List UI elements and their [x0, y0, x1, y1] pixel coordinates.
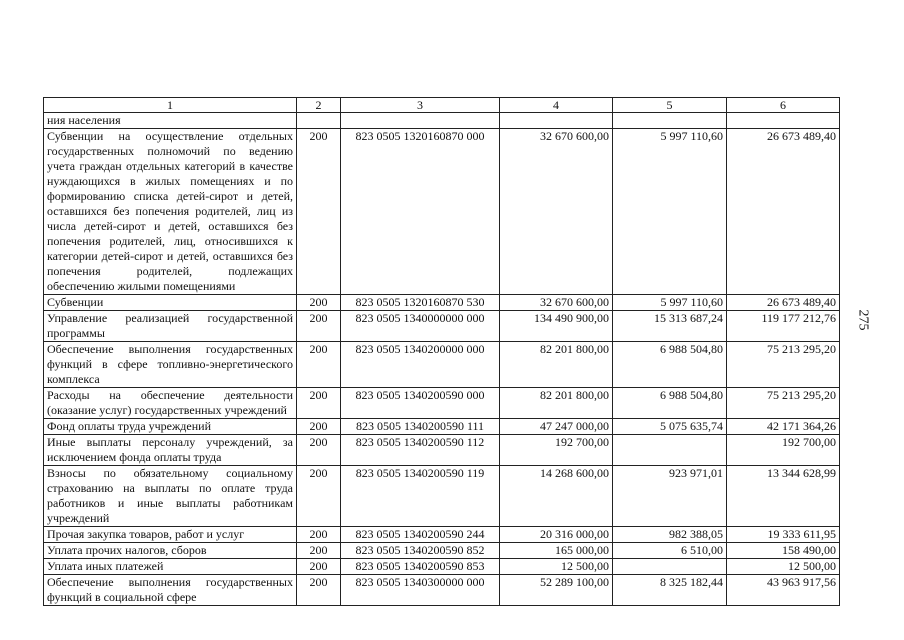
page-number: 275	[855, 309, 871, 331]
table-row	[44, 419, 840, 435]
approved-amount-cell: 82 201 800,00	[500, 388, 613, 419]
line-code-cell: 200	[297, 435, 341, 466]
description-cell: Взносы по обязательному социальному страхованию на выплаты по оплате труда работников и иные выплаты работникам учреждений	[44, 466, 297, 527]
executed-amount-cell: 6 988 504,80	[613, 388, 727, 419]
description-cell: ния населения	[44, 113, 297, 129]
budget-code-cell: 823 0505 1320160870 530	[341, 295, 500, 311]
executed-amount-cell: 8 325 182,44	[613, 575, 727, 606]
remaining-amount-cell: 75 213 295,20	[727, 342, 840, 388]
remaining-amount-cell: 43 963 917,56	[727, 575, 840, 606]
remaining-amount-cell: 42 171 364,26	[727, 419, 840, 435]
approved-amount-cell: 134 490 900,00	[500, 311, 613, 342]
approved-amount-cell: 165 000,00	[500, 543, 613, 559]
approved-amount-cell: 82 201 800,00	[500, 342, 613, 388]
line-code-cell: 200	[297, 388, 341, 419]
executed-amount-cell	[613, 113, 727, 129]
budget-code-cell: 823 0505 1340200590 852	[341, 543, 500, 559]
line-code-cell: 200	[297, 311, 341, 342]
budget-code-cell: 823 0505 1340200590 112	[341, 435, 500, 466]
description-cell: Управление реализацией государственной программы	[44, 311, 297, 342]
column-header: 3	[341, 98, 500, 113]
table-body	[44, 113, 840, 606]
line-code-cell: 200	[297, 419, 341, 435]
remaining-amount-cell: 26 673 489,40	[727, 129, 840, 295]
description-cell: Иные выплаты персоналу учреждений, за исключением фонда оплаты труда	[44, 435, 297, 466]
column-header: 1	[44, 98, 297, 113]
table-row	[44, 575, 840, 606]
description-cell: Обеспечение выполнения государственных функций в социальной сфере	[44, 575, 297, 606]
line-code-cell	[297, 113, 341, 129]
executed-amount-cell	[613, 435, 727, 466]
approved-amount-cell: 14 268 600,00	[500, 466, 613, 527]
budget-code-cell: 823 0505 1340300000 000	[341, 575, 500, 606]
budget-code-cell: 823 0505 1340200590 111	[341, 419, 500, 435]
executed-amount-cell: 923 971,01	[613, 466, 727, 527]
line-code-cell: 200	[297, 466, 341, 527]
description-cell: Субвенции на осуществление отдельных государственных полномочий по ведению учета граждан отдельных категорий в качестве нуждающихся в жилых помещениях и по формированию списка детей-сирот и детей, оставшихся без попечения родителей, лиц из числа детей-сирот и детей, оставшихся без попечения родителей, лиц, относившихся к категории детей-сирот и детей, оставшихся без попечения родителей, подлежащих обеспечению жилыми помещениями	[44, 129, 297, 295]
table-row	[44, 466, 840, 527]
line-code-cell: 200	[297, 527, 341, 543]
header-row	[44, 98, 840, 113]
column-header: 4	[500, 98, 613, 113]
approved-amount-cell: 32 670 600,00	[500, 129, 613, 295]
line-code-cell: 200	[297, 575, 341, 606]
approved-amount-cell: 52 289 100,00	[500, 575, 613, 606]
executed-amount-cell: 15 313 687,24	[613, 311, 727, 342]
remaining-amount-cell: 192 700,00	[727, 435, 840, 466]
line-code-cell: 200	[297, 342, 341, 388]
executed-amount-cell: 982 388,05	[613, 527, 727, 543]
executed-amount-cell: 6 988 504,80	[613, 342, 727, 388]
remaining-amount-cell: 12 500,00	[727, 559, 840, 575]
line-code-cell: 200	[297, 295, 341, 311]
description-cell: Прочая закупка товаров, работ и услуг	[44, 527, 297, 543]
remaining-amount-cell: 13 344 628,99	[727, 466, 840, 527]
table-row	[44, 543, 840, 559]
remaining-amount-cell: 119 177 212,76	[727, 311, 840, 342]
budget-code-cell: 823 0505 1340200590 853	[341, 559, 500, 575]
column-header: 6	[727, 98, 840, 113]
budget-table	[43, 97, 840, 606]
remaining-amount-cell: 26 673 489,40	[727, 295, 840, 311]
description-cell: Расходы на обеспечение деятельности (оказание услуг) государственных учреждений	[44, 388, 297, 419]
approved-amount-cell: 32 670 600,00	[500, 295, 613, 311]
budget-code-cell: 823 0505 1340200590 244	[341, 527, 500, 543]
table-row	[44, 311, 840, 342]
table-row	[44, 113, 840, 129]
budget-code-cell: 823 0505 1320160870 000	[341, 129, 500, 295]
column-header: 2	[297, 98, 341, 113]
table-row	[44, 527, 840, 543]
table-row	[44, 129, 840, 295]
approved-amount-cell: 20 316 000,00	[500, 527, 613, 543]
budget-code-cell: 823 0505 1340200000 000	[341, 342, 500, 388]
approved-amount-cell: 47 247 000,00	[500, 419, 613, 435]
approved-amount-cell	[500, 113, 613, 129]
budget-code-cell: 823 0505 1340000000 000	[341, 311, 500, 342]
description-cell: Уплата прочих налогов, сборов	[44, 543, 297, 559]
column-header: 5	[613, 98, 727, 113]
approved-amount-cell: 12 500,00	[500, 559, 613, 575]
description-cell: Фонд оплаты труда учреждений	[44, 419, 297, 435]
table-row	[44, 388, 840, 419]
line-code-cell: 200	[297, 129, 341, 295]
executed-amount-cell: 5 075 635,74	[613, 419, 727, 435]
remaining-amount-cell	[727, 113, 840, 129]
executed-amount-cell: 5 997 110,60	[613, 129, 727, 295]
line-code-cell: 200	[297, 559, 341, 575]
line-code-cell: 200	[297, 543, 341, 559]
table-row	[44, 342, 840, 388]
description-cell: Обеспечение выполнения государственных функций в сфере топливно-энергетического комплекса	[44, 342, 297, 388]
remaining-amount-cell: 158 490,00	[727, 543, 840, 559]
description-cell: Уплата иных платежей	[44, 559, 297, 575]
table-row	[44, 295, 840, 311]
budget-code-cell: 823 0505 1340200590 000	[341, 388, 500, 419]
table-row	[44, 559, 840, 575]
executed-amount-cell: 6 510,00	[613, 543, 727, 559]
remaining-amount-cell: 19 333 611,95	[727, 527, 840, 543]
remaining-amount-cell: 75 213 295,20	[727, 388, 840, 419]
budget-code-cell: 823 0505 1340200590 119	[341, 466, 500, 527]
budget-code-cell	[341, 113, 500, 129]
executed-amount-cell	[613, 559, 727, 575]
description-cell: Субвенции	[44, 295, 297, 311]
executed-amount-cell: 5 997 110,60	[613, 295, 727, 311]
table-row	[44, 435, 840, 466]
approved-amount-cell: 192 700,00	[500, 435, 613, 466]
